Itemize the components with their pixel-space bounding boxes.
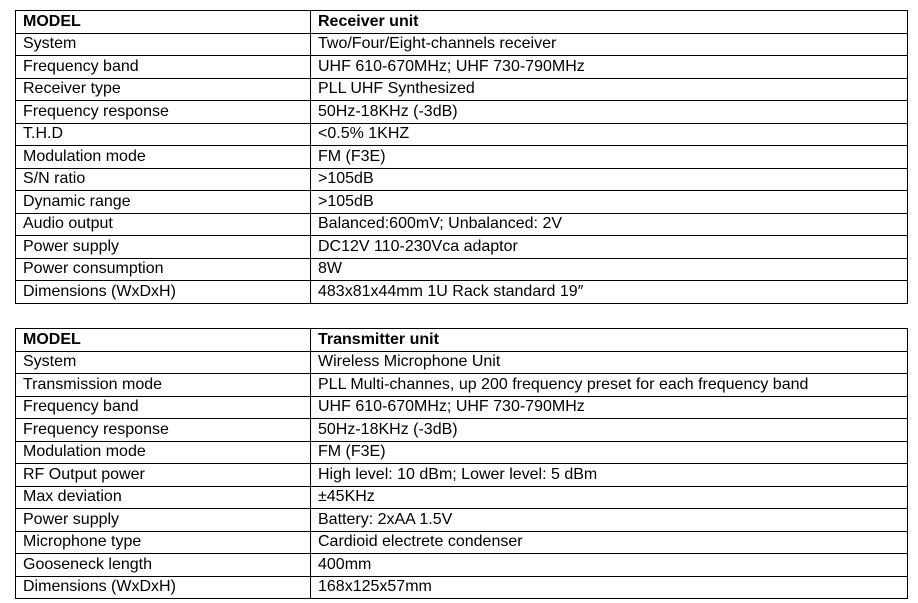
table-row: [16, 509, 908, 532]
spec-value-cell: PLL Multi-channes, up 200 frequency preset for each frequency band: [311, 374, 908, 397]
table-row: [16, 464, 908, 487]
table-row: [16, 56, 908, 79]
spec-value-cell: 168x125x57mm: [311, 576, 908, 599]
spec-value-cell: Wireless Microphone Unit: [311, 351, 908, 374]
spec-label-cell: Dynamic range: [16, 191, 311, 214]
table-row: [16, 33, 908, 56]
table-row: [16, 374, 908, 397]
table-row: [16, 191, 908, 214]
spec-label-cell: Frequency response: [16, 419, 311, 442]
table-row: [16, 281, 908, 304]
spec-label-cell: S/N ratio: [16, 168, 311, 191]
spec-label-cell: T.H.D: [16, 123, 311, 146]
spec-value-cell: PLL UHF Synthesized: [311, 78, 908, 101]
spec-label-cell: Modulation mode: [16, 146, 311, 169]
spec-value-cell: FM (F3E): [311, 146, 908, 169]
spec-label-cell: Frequency band: [16, 56, 311, 79]
spec-label-cell: Transmission mode: [16, 374, 311, 397]
table-row: [16, 146, 908, 169]
spec-label-cell: Power supply: [16, 509, 311, 532]
spec-value-cell: 50Hz-18KHz (-3dB): [311, 101, 908, 124]
spec-label-cell: Power consumption: [16, 258, 311, 281]
spec-label-cell: System: [16, 33, 311, 56]
table-row: [16, 576, 908, 599]
table-header-row: [16, 11, 908, 34]
spec-value-cell: FM (F3E): [311, 441, 908, 464]
table-header-row: [16, 329, 908, 352]
table-row: [16, 101, 908, 124]
table-row: [16, 78, 908, 101]
spec-label-cell: Frequency band: [16, 396, 311, 419]
spec-value-cell: UHF 610-670MHz; UHF 730-790MHz: [311, 396, 908, 419]
table-row: [16, 441, 908, 464]
spec-label-cell: Modulation mode: [16, 441, 311, 464]
spec-value-cell: >105dB: [311, 168, 908, 191]
transmitter-spec-body: [16, 329, 908, 599]
spec-label-cell: Dimensions (WxDxH): [16, 281, 311, 304]
spec-value-cell: 50Hz-18KHz (-3dB): [311, 419, 908, 442]
spec-value-cell: 8W: [311, 258, 908, 281]
table-row: [16, 486, 908, 509]
spec-value-cell: Battery: 2xAA 1.5V: [311, 509, 908, 532]
spec-label-cell: Audio output: [16, 213, 311, 236]
header-value-cell: Transmitter unit: [311, 329, 908, 352]
transmitter-spec-table: [15, 328, 908, 599]
spec-label-cell: Microphone type: [16, 531, 311, 554]
table-row: [16, 554, 908, 577]
spec-value-cell: Two/Four/Eight-channels receiver: [311, 33, 908, 56]
spec-value-cell: Balanced:600mV; Unbalanced: 2V: [311, 213, 908, 236]
spec-label-cell: System: [16, 351, 311, 374]
spec-label-cell: RF Output power: [16, 464, 311, 487]
table-row: [16, 351, 908, 374]
table-row: [16, 396, 908, 419]
header-label-cell: MODEL: [16, 11, 311, 34]
spec-value-cell: High level: 10 dBm; Lower level: 5 dBm: [311, 464, 908, 487]
table-row: [16, 531, 908, 554]
receiver-spec-body: [16, 11, 908, 304]
spec-label-cell: Dimensions (WxDxH): [16, 576, 311, 599]
spec-value-cell: 400mm: [311, 554, 908, 577]
spec-value-cell: 483x81x44mm 1U Rack standard 19″: [311, 281, 908, 304]
spec-value-cell: >105dB: [311, 191, 908, 214]
receiver-spec-table: [15, 10, 908, 304]
table-row: [16, 168, 908, 191]
table-row: [16, 213, 908, 236]
header-value-cell: Receiver unit: [311, 11, 908, 34]
spec-label-cell: Power supply: [16, 236, 311, 259]
table-row: [16, 236, 908, 259]
spec-value-cell: UHF 610-670MHz; UHF 730-790MHz: [311, 56, 908, 79]
table-row: [16, 123, 908, 146]
spec-value-cell: ±45KHz: [311, 486, 908, 509]
spec-value-cell: Cardioid electrete condenser: [311, 531, 908, 554]
table-row: [16, 258, 908, 281]
spec-value-cell: <0.5% 1KHZ: [311, 123, 908, 146]
spec-value-cell: DC12V 110-230Vca adaptor: [311, 236, 908, 259]
header-label-cell: MODEL: [16, 329, 311, 352]
table-row: [16, 419, 908, 442]
spec-label-cell: Gooseneck length: [16, 554, 311, 577]
spec-label-cell: Max deviation: [16, 486, 311, 509]
spec-label-cell: Receiver type: [16, 78, 311, 101]
spec-label-cell: Frequency response: [16, 101, 311, 124]
